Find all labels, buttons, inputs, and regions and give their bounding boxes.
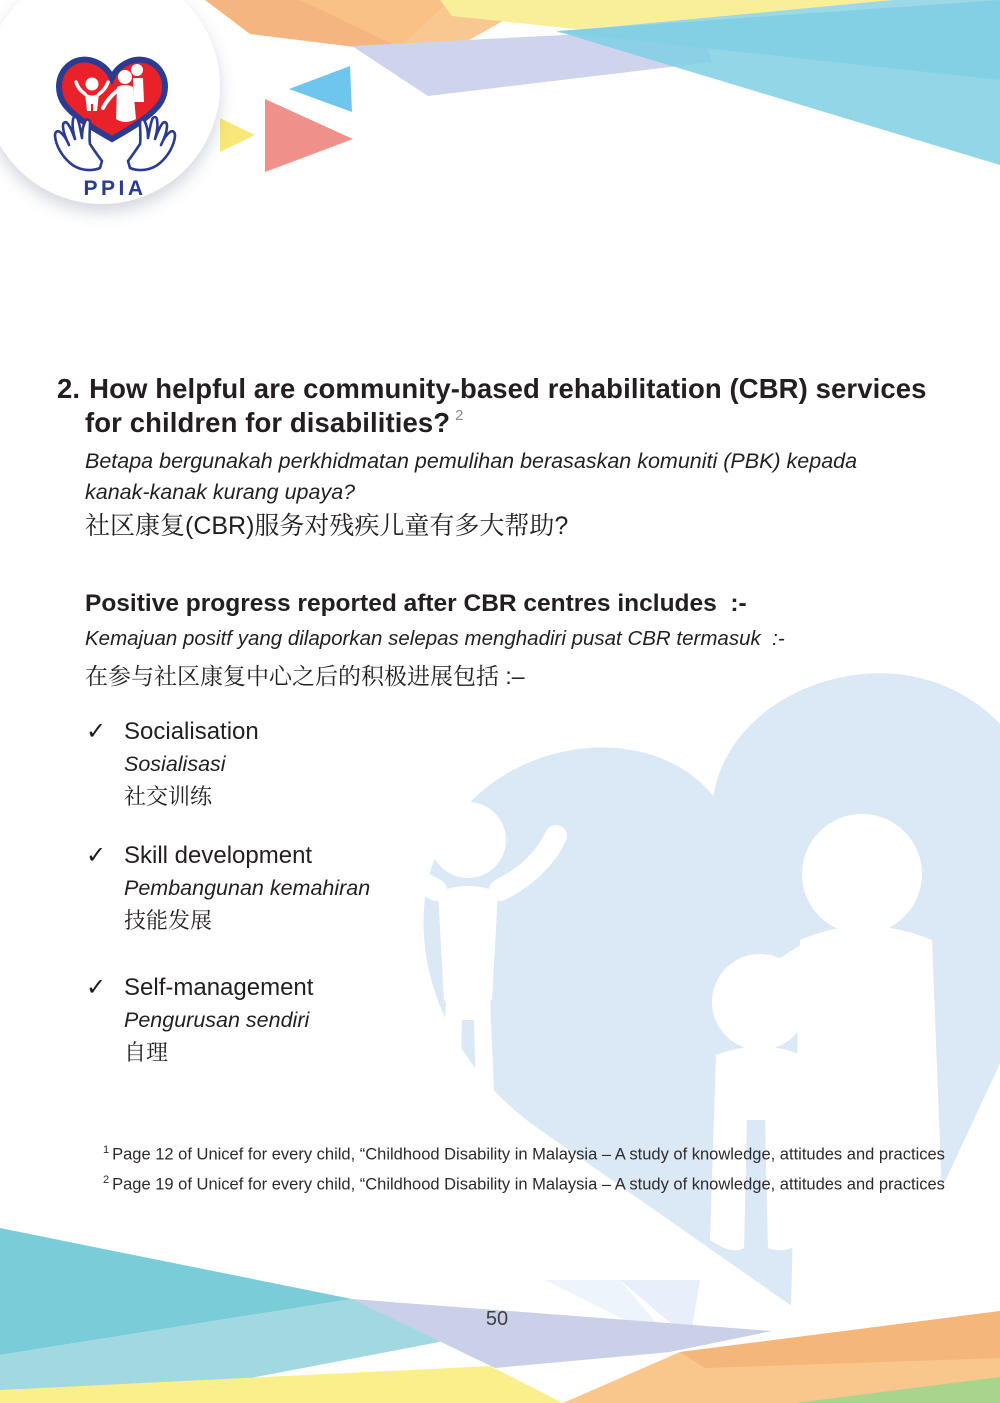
- check-icon: ✓: [86, 842, 107, 869]
- footnote-ref-marker: 2: [455, 407, 464, 424]
- question-title-line1: How helpful are community-based rehabilitation (CBR) services: [89, 373, 927, 404]
- list-item-text: [124, 840, 370, 938]
- item-label-en: Socialisation: [124, 718, 259, 745]
- question-heading-line2: [57, 406, 937, 440]
- page-number: 50: [485, 1308, 509, 1330]
- item-label-en: Self-management: [124, 974, 314, 1001]
- question-number: 2.: [57, 373, 81, 404]
- check-icon: ✓: [86, 718, 107, 745]
- footnote-1: [103, 1138, 945, 1168]
- list-item-socialisation: [86, 716, 259, 814]
- question-title-line2: for children for disabilities?: [85, 407, 451, 438]
- question-heading-line1: [57, 372, 937, 406]
- item-label-zh: 技能发展: [124, 908, 213, 933]
- item-label-ms: Pengurusan sendiri: [124, 1008, 310, 1032]
- footnote-2-text: Page 19 of Unicef for every child, “Childhood Disability in Malaysia – A study of knowledge, attitudes and practices: [112, 1175, 945, 1193]
- list-item-self-management: [86, 972, 313, 1070]
- progress-heading-chinese: 在参与社区康复中心之后的积极进展包括 :–: [85, 663, 525, 689]
- item-label-zh: 社交训练: [124, 784, 213, 809]
- list-item-text: [124, 716, 259, 814]
- question-title-malay: [85, 446, 945, 508]
- list-item-skill-development: [86, 840, 370, 938]
- question-heading: [57, 372, 937, 440]
- footnote-1-text: Page 12 of Unicef for every child, “Childhood Disability in Malaysia – A study of knowledge, attitudes and practices: [112, 1145, 945, 1164]
- progress-heading-malay: Kemajuan positf yang dilaporkan selepas menghadiri pusat CBR termasuk :-: [85, 627, 785, 650]
- footnote-2-ref: 2: [103, 1173, 110, 1186]
- question-malay-line1: Betapa bergunakah perkhidmatan pemulihan berasaskan komuniti (PBK) kepada: [85, 449, 858, 473]
- item-label-en: Skill development: [124, 842, 313, 869]
- item-label-ms: Pembangunan kemahiran: [124, 876, 371, 900]
- check-icon: ✓: [86, 974, 107, 1001]
- question-malay-line2: kanak-kanak kurang upaya?: [85, 480, 356, 504]
- list-item-text: [124, 972, 313, 1070]
- footnote-1-ref: 1: [103, 1144, 110, 1156]
- item-label-zh: 自理: [124, 1040, 169, 1065]
- progress-heading: Positive progress reported after CBR centres includes :-: [85, 590, 747, 617]
- footnotes: [103, 1138, 945, 1197]
- question-title-chinese: 社区康复(CBR)服务对残疾儿童有多大帮助?: [85, 512, 569, 540]
- logo-text: PPIA: [83, 177, 147, 200]
- footnote-2: [103, 1168, 945, 1198]
- item-label-ms: Sosialisasi: [124, 752, 226, 776]
